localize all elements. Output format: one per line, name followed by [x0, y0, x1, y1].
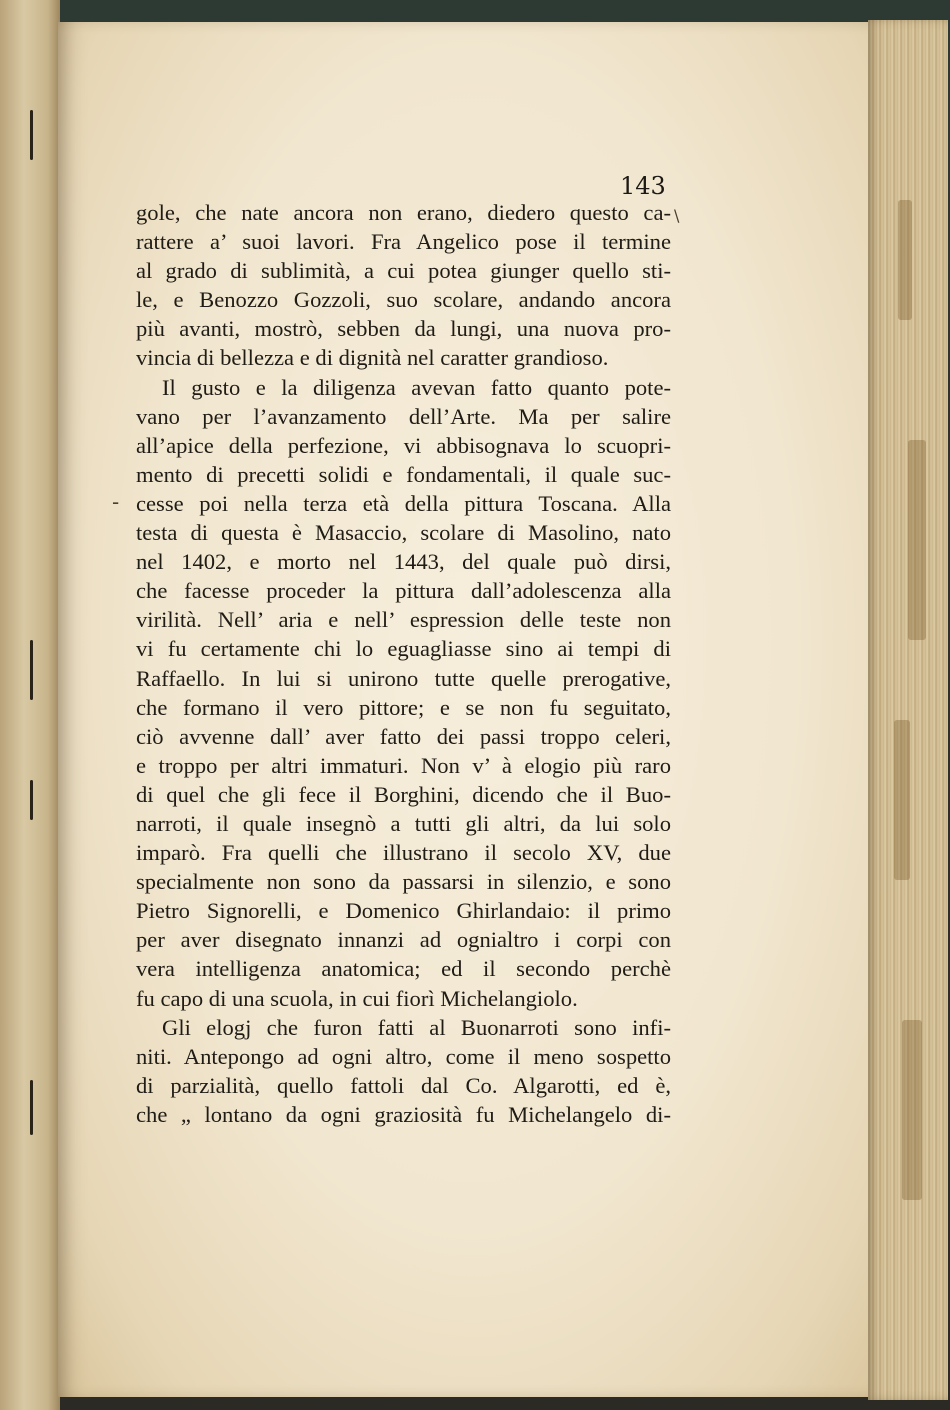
text-line: nel 1402, e morto nel 1443, del quale può dirsi, — [136, 549, 671, 575]
text-line: di parzialità, quello fattoli dal Co. Algarotti, ed è, — [136, 1072, 671, 1098]
text-line: rattere a’ suoi lavori. Fra Angelico pose il termine — [136, 229, 671, 255]
text-line: specialmente non sono da passarsi in silenzio, e sono — [136, 869, 671, 895]
edge-stain — [908, 440, 926, 640]
edge-mark — [30, 780, 33, 820]
page-fore-edge — [868, 20, 948, 1400]
page-number: 143 — [620, 172, 666, 200]
body-text — [136, 198, 671, 1129]
text-line: vano per l’avanzamento dell’Arte. Ma per salire — [136, 403, 671, 429]
text-line: Raffaello. In lui si unirono tutte quelle prerogative, — [136, 665, 671, 691]
text-line: Pietro Signorelli, e Domenico Ghirlandaio: il primo — [136, 898, 671, 924]
margin-tick-mark: \ — [674, 206, 680, 225]
edge-mark — [30, 640, 33, 700]
edge-stain — [894, 720, 910, 880]
text-line: che facesse proceder la pittura dall’adolescenza alla — [136, 578, 671, 604]
text-line: mento di precetti solidi e fondamentali, il quale suc- — [136, 461, 671, 487]
text-line: vera intelligenza anatomica; ed il secondo perchè — [136, 956, 671, 982]
text-line: fu capo di una scuola, in cui fiorì Michelangiolo. — [136, 985, 578, 1011]
text-line: e troppo per altri immaturi. Non v’ à elogio più raro — [136, 752, 671, 778]
text-line: Gli elogj che furon fatti al Buonarroti sono infi- — [162, 1014, 671, 1040]
text-line: virilità. Nell’ aria e nell’ espression delle teste non — [136, 607, 671, 633]
text-line: al grado di sublimità, a cui potea giunger quello sti- — [136, 258, 671, 284]
text-line: che formano il vero pittore; e se non fu seguitato, — [136, 694, 671, 720]
edge-stain — [902, 1020, 922, 1200]
margin-dash-mark: - — [112, 490, 120, 514]
text-line: gole, che nate ancora non erano, diedero questo ca- — [136, 200, 671, 225]
text-line: ciò avvenne dall’ aver fatto dei passi troppo celeri, — [136, 723, 671, 749]
text-line: che „ lontano da ogni graziosità fu Michelangelo di- — [136, 1101, 671, 1127]
text-line: Il gusto e la diligenza avevan fatto quanto pote- — [162, 374, 671, 400]
text-line: le, e Benozzo Gozzoli, suo scolare, andando ancora — [136, 287, 671, 313]
text-line: vi fu certamente chi lo eguagliasse sino ai tempi di — [136, 636, 671, 662]
left-page-edge — [0, 0, 60, 1410]
text-line: imparò. Fra quelli che illustrano il secolo XV, due — [136, 840, 671, 866]
edge-mark — [30, 1080, 33, 1135]
edge-mark — [30, 110, 33, 160]
text-line: niti. Antepongo ad ogni altro, come il meno sospetto — [136, 1043, 671, 1069]
text-line: testa di questa è Masaccio, scolare di Masolino, nato — [136, 520, 671, 546]
text-line: narroti, il quale insegnò a tutti gli altri, da lui solo — [136, 810, 671, 836]
text-line: vincia di bellezza e di dignità nel caratter grandioso. — [136, 345, 609, 371]
text-line: per aver disegnato innanzi ad ognialtro i corpi con — [136, 927, 671, 953]
text-line: di quel che gli fece il Borghini, dicendo che il Buo- — [136, 781, 671, 807]
text-line: più avanti, mostrò, sebben da lungi, una nuova pro- — [136, 316, 671, 342]
edge-stain — [898, 200, 912, 320]
text-line: cesse poi nella terza età della pittura Toscana. Alla — [136, 490, 671, 516]
text-line: all’apice della perfezione, vi abbisognava lo scuopri- — [136, 432, 671, 458]
